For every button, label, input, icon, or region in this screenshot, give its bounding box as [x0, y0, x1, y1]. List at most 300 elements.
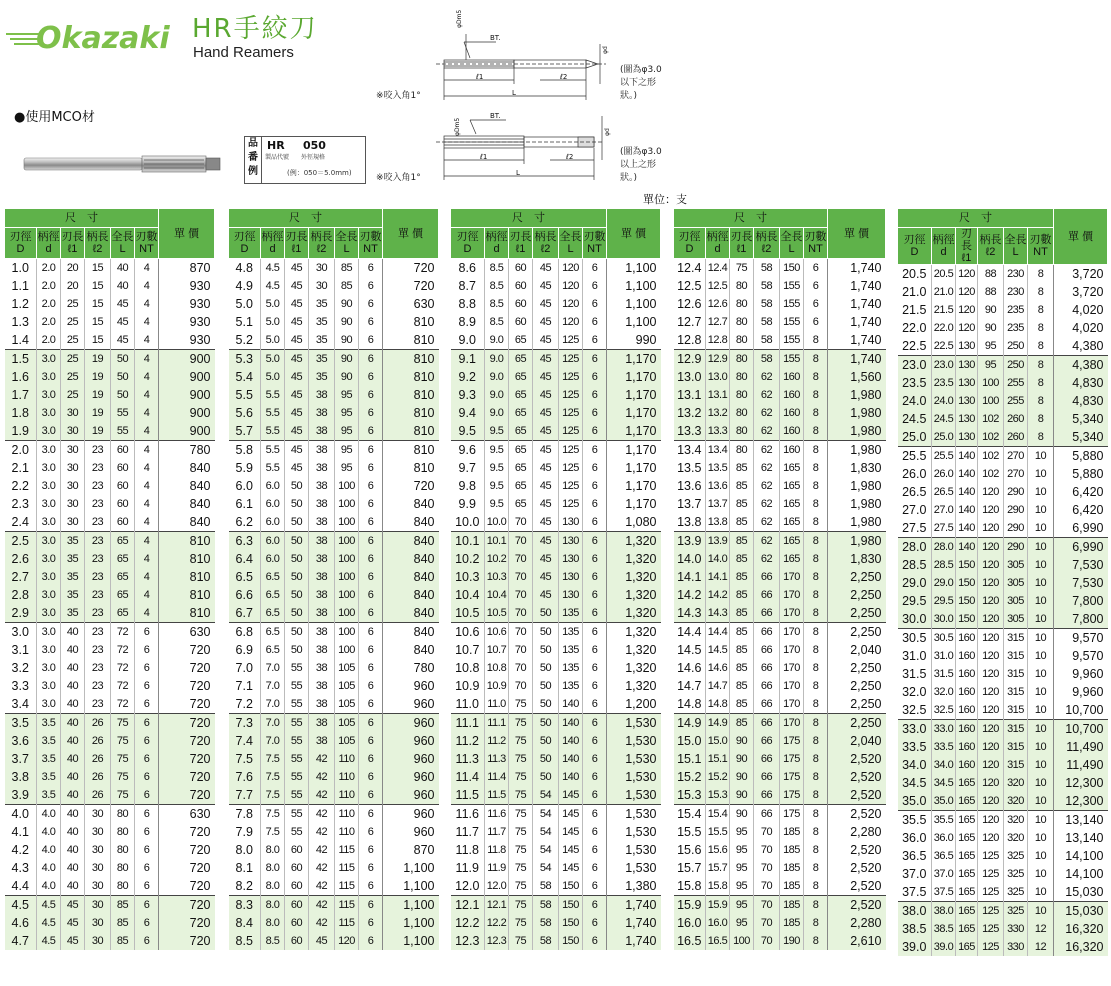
- col-header-D-symbol: D: [463, 243, 472, 255]
- price-cell: 1,100: [607, 259, 661, 278]
- okazaki-logo: [6, 14, 182, 58]
- spec-cell: 58: [533, 896, 559, 915]
- spec-cell: 80: [730, 277, 754, 295]
- spec-cell: 50: [285, 513, 309, 532]
- spec-cell: 12: [1028, 920, 1054, 938]
- spec-cell: 4: [135, 441, 159, 460]
- spec-cell: 66: [754, 677, 780, 695]
- spec-cell: 235: [1004, 301, 1028, 319]
- price-cell: 720: [383, 259, 439, 278]
- table-row: [451, 586, 661, 604]
- spec-cell: 6: [135, 641, 159, 659]
- spec-cell: 13.8: [706, 513, 730, 532]
- spec-cell: 50: [533, 604, 559, 623]
- price-cell: 630: [159, 623, 215, 642]
- price-cell: 7,800: [1054, 592, 1108, 610]
- spec-cell: 8: [804, 368, 828, 386]
- spec-cell: 33.5: [898, 738, 932, 756]
- col-header-l2-label: 柄長: [534, 231, 557, 243]
- spec-cell: 125: [978, 865, 1004, 883]
- spec-cell: 6: [583, 768, 607, 786]
- spec-cell: 115: [335, 914, 359, 932]
- spec-cell: 30.0: [898, 610, 932, 629]
- spec-cell: 45: [285, 459, 309, 477]
- spec-cell: 13.9: [674, 532, 706, 551]
- spec-cell: 8: [1028, 428, 1054, 447]
- price-cell: 1,320: [607, 586, 661, 604]
- col-header-l1-symbol: ℓ1: [291, 243, 302, 255]
- spec-cell: 110: [335, 750, 359, 768]
- price-cell: 810: [383, 313, 439, 331]
- spec-cell: 6: [583, 896, 607, 915]
- spec-cell: 8.5: [229, 932, 261, 950]
- spec-cell: 75: [509, 732, 533, 750]
- spec-cell: 155: [780, 277, 804, 295]
- spec-cell: 19: [85, 404, 111, 422]
- price-cell: 2,280: [828, 914, 886, 932]
- price-cell: 810: [159, 586, 215, 604]
- spec-cell: 30: [85, 823, 111, 841]
- spec-cell: 8: [804, 350, 828, 369]
- price-cell: 720: [159, 823, 215, 841]
- spec-cell: 7.8: [229, 805, 261, 824]
- spec-cell: 14.9: [674, 714, 706, 733]
- spec-cell: 135: [559, 677, 583, 695]
- spec-cell: 160: [956, 738, 978, 756]
- spec-cell: 130: [559, 532, 583, 551]
- l2-label-top: ℓ2: [560, 73, 568, 81]
- spec-cell: 190: [780, 932, 804, 950]
- spec-cell: 37.0: [932, 865, 956, 883]
- spec-cell: 4: [135, 386, 159, 404]
- spec-cell: 25: [61, 386, 85, 404]
- spec-cell: 165: [956, 829, 978, 847]
- table-row: [898, 265, 1108, 284]
- spec-cell: 40: [61, 859, 85, 877]
- spec-cell: 6: [359, 695, 383, 714]
- spec-cell: 11.7: [485, 823, 509, 841]
- spec-cell: 185: [780, 823, 804, 841]
- table-row: [451, 513, 661, 532]
- spec-cell: 155: [780, 313, 804, 331]
- price-cell: 1,980: [828, 513, 886, 532]
- shape-note-top: [620, 64, 662, 103]
- col-header-D-symbol: D: [685, 243, 694, 255]
- spec-cell: 4.0: [37, 823, 61, 841]
- spec-cell: 30: [61, 495, 85, 513]
- spec-cell: 6: [359, 604, 383, 623]
- spec-cell: 30: [85, 841, 111, 859]
- spec-cell: 250: [1004, 337, 1028, 356]
- spec-cell: 125: [559, 477, 583, 495]
- spec-cell: 2.0: [37, 313, 61, 331]
- spec-cell: 11.9: [485, 859, 509, 877]
- price-cell: 1,530: [607, 750, 661, 768]
- spec-cell: 8: [804, 877, 828, 896]
- spec-cell: 35: [61, 586, 85, 604]
- price-cell: 14,100: [1054, 865, 1108, 883]
- spec-cell: 25: [61, 350, 85, 369]
- spec-cell: 72: [111, 677, 135, 695]
- spec-cell: 165: [780, 532, 804, 551]
- spec-cell: 10.9: [485, 677, 509, 695]
- spec-cell: 7.3: [229, 714, 261, 733]
- spec-cell: 5.5: [261, 459, 285, 477]
- spec-cell: 80: [730, 313, 754, 331]
- spec-cell: 10: [1028, 792, 1054, 811]
- price-cell: 1,530: [607, 859, 661, 877]
- table-row: [229, 295, 439, 313]
- table-row: [674, 368, 886, 386]
- price-cell: 960: [383, 732, 439, 750]
- spec-cell: 12: [1028, 938, 1054, 956]
- spec-cell: 6.8: [229, 623, 261, 642]
- price-cell: 1,100: [607, 295, 661, 313]
- price-cell: 1,100: [607, 313, 661, 331]
- l1-label-top: ℓ1: [476, 73, 484, 81]
- spec-cell: 120: [978, 683, 1004, 701]
- spec-cell: 25.5: [932, 447, 956, 466]
- spec-cell: 8: [804, 659, 828, 677]
- price-cell: 9,960: [1054, 665, 1108, 683]
- table-row: [451, 750, 661, 768]
- col-header-l1-label: 刃長: [61, 231, 84, 243]
- spec-cell: 85: [335, 277, 359, 295]
- spec-cell: 66: [754, 695, 780, 714]
- spec-cell: 125: [559, 459, 583, 477]
- spec-cell: 75: [509, 823, 533, 841]
- spec-cell: 90: [335, 331, 359, 350]
- spec-cell: 3.5: [37, 786, 61, 805]
- spec-cell: 45: [285, 295, 309, 313]
- spec-cell: 12.4: [706, 259, 730, 278]
- spec-cell: 45: [309, 932, 335, 950]
- spec-cell: 1.4: [11, 333, 29, 347]
- table-row: [674, 805, 886, 824]
- spec-cell: 120: [978, 574, 1004, 592]
- spec-cell: 6: [359, 877, 383, 896]
- table-row: [451, 623, 661, 642]
- spec-cell: 3.0: [5, 623, 37, 642]
- spec-cell: 13.5: [706, 459, 730, 477]
- spec-cell: 45: [285, 277, 309, 295]
- price-cell: 1,380: [607, 877, 661, 896]
- col-header-l2-symbol: ℓ2: [761, 243, 772, 255]
- spec-cell: 9.0: [485, 331, 509, 350]
- table-row: [5, 732, 215, 750]
- table-row: [898, 774, 1108, 792]
- spec-cell: 14.7: [706, 677, 730, 695]
- spec-cell: 10: [1028, 483, 1054, 501]
- spec-cell: 4: [135, 459, 159, 477]
- price-cell: 960: [383, 714, 439, 733]
- table-row: [674, 495, 886, 513]
- spec-cell: 80: [730, 441, 754, 460]
- table-row: [674, 623, 886, 642]
- spec-cell: 85: [111, 914, 135, 932]
- table-row: [229, 277, 439, 295]
- col-header-NT-label: 刃數: [1029, 234, 1052, 246]
- spec-cell: 5.7: [229, 422, 261, 441]
- price-cell: 1,170: [607, 495, 661, 513]
- spec-cell: 3.5: [37, 750, 61, 768]
- spec-cell: 8.0: [261, 859, 285, 877]
- col-header-d-symbol: d: [493, 243, 500, 255]
- spec-cell: 12.1: [485, 896, 509, 915]
- spec-cell: 36.5: [902, 849, 927, 863]
- spec-cell: 10.3: [451, 568, 485, 586]
- spec-cell: 11.0: [455, 697, 479, 711]
- col-header-l1-symbol: ℓ1: [736, 243, 747, 255]
- spec-cell: 10: [1028, 519, 1054, 538]
- side-char-3: 例: [248, 166, 258, 177]
- spec-cell: 80: [730, 368, 754, 386]
- spec-cell: 75: [509, 877, 533, 896]
- spec-cell: 125: [559, 368, 583, 386]
- spec-cell: 45: [533, 350, 559, 369]
- table-row: [5, 823, 215, 841]
- spec-cell: 19: [85, 368, 111, 386]
- spec-cell: 14.1: [674, 568, 706, 586]
- price-cell: 1,320: [607, 659, 661, 677]
- shape-note-bottom: [620, 146, 662, 185]
- spec-cell: 3.0: [37, 368, 61, 386]
- spec-cell: 6: [359, 768, 383, 786]
- spec-cell: 15.5: [706, 823, 730, 841]
- price-cell: 720: [159, 750, 215, 768]
- dm-label-bottom: φDm5: [454, 117, 461, 136]
- spec-cell: 120: [978, 829, 1004, 847]
- table-row: [451, 677, 661, 695]
- table-row: [229, 859, 439, 877]
- spec-cell: 6: [135, 859, 159, 877]
- spec-cell: 35: [61, 550, 85, 568]
- spec-cell: 100: [978, 374, 1004, 392]
- price-cell: 1,980: [828, 422, 886, 441]
- spec-cell: 15.8: [677, 879, 702, 893]
- spec-cell: 165: [780, 513, 804, 532]
- spec-cell: 50: [533, 677, 559, 695]
- price-cell: 810: [383, 404, 439, 422]
- table-row: [898, 829, 1108, 847]
- spec-cell: 8: [804, 495, 828, 513]
- spec-cell: 105: [335, 659, 359, 677]
- spec-cell: 6: [359, 259, 383, 278]
- table-row: [898, 738, 1108, 756]
- spec-cell: 37.5: [902, 885, 927, 899]
- spec-cell: 120: [559, 313, 583, 331]
- spec-cell: 130: [956, 392, 978, 410]
- spec-cell: 6: [583, 277, 607, 295]
- spec-cell: 8: [804, 896, 828, 915]
- spec-cell: 165: [956, 883, 978, 902]
- col-header-d-label: 柄徑: [485, 231, 508, 243]
- spec-cell: 6: [583, 404, 607, 422]
- spec-cell: 30: [61, 404, 85, 422]
- spec-cell: 7.0: [261, 695, 285, 714]
- price-cell: 1,530: [607, 768, 661, 786]
- price-cell: 720: [159, 641, 215, 659]
- spec-cell: 3.5: [37, 714, 61, 733]
- col-header-d-symbol: d: [714, 243, 721, 255]
- price-cell: 720: [159, 786, 215, 805]
- price-cell: 12,300: [1054, 792, 1108, 811]
- spec-cell: 140: [559, 695, 583, 714]
- table-row: [229, 495, 439, 513]
- price-cell: 1,320: [607, 550, 661, 568]
- spec-cell: 6: [583, 422, 607, 441]
- table-row: [898, 501, 1108, 519]
- price-cell: 1,100: [383, 877, 439, 896]
- price-cell: 630: [159, 805, 215, 824]
- price-cell: 960: [383, 805, 439, 824]
- table-row: [898, 647, 1108, 665]
- spec-cell: 38: [309, 732, 335, 750]
- price-cell: 1,320: [607, 532, 661, 551]
- spec-cell: 14.9: [706, 714, 730, 733]
- spec-cell: 23: [85, 441, 111, 460]
- spec-cell: 40: [61, 695, 85, 714]
- spec-cell: 40: [61, 805, 85, 824]
- spec-cell: 22.0: [902, 321, 927, 335]
- spec-cell: 60: [285, 914, 309, 932]
- spec-cell: 290: [1004, 519, 1028, 538]
- spec-cell: 60: [285, 859, 309, 877]
- table-row: [898, 902, 1108, 921]
- spec-cell: 95: [335, 386, 359, 404]
- spec-cell: 34.5: [932, 774, 956, 792]
- spec-cell: 1.8: [5, 404, 37, 422]
- table-row: [229, 313, 439, 331]
- spec-cell: 12.5: [706, 277, 730, 295]
- spec-cell: 55: [285, 659, 309, 677]
- table-row: [674, 659, 886, 677]
- spec-cell: 6.0: [261, 495, 285, 513]
- spec-cell: 21.5: [902, 303, 927, 317]
- spec-cell: 70: [754, 932, 780, 950]
- spec-cell: 3.5: [37, 732, 61, 750]
- spec-cell: 75: [509, 714, 533, 733]
- spec-cell: 25: [61, 313, 85, 331]
- spec-cell: 8: [804, 386, 828, 404]
- spec-cell: 6.0: [261, 477, 285, 495]
- spec-cell: 55: [285, 805, 309, 824]
- spec-cell: 8: [804, 732, 828, 750]
- table-row: [674, 896, 886, 915]
- spec-cell: 4.5: [37, 914, 61, 932]
- col-header-NT: [135, 228, 159, 259]
- spec-cell: 10.1: [485, 532, 509, 551]
- spec-cell: 4.0: [5, 805, 37, 824]
- price-cell: 1,980: [828, 477, 886, 495]
- spec-cell: 325: [1004, 865, 1028, 883]
- table-row: [229, 641, 439, 659]
- price-cell: 4,380: [1054, 337, 1108, 356]
- table-row: [451, 805, 661, 824]
- spec-cell: 120: [978, 501, 1004, 519]
- spec-cell: 6: [135, 677, 159, 695]
- spec-cell: 145: [559, 805, 583, 824]
- spec-cell: 40: [111, 259, 135, 278]
- spec-cell: 30: [61, 459, 85, 477]
- table-row: [5, 350, 215, 369]
- price-cell: 4,020: [1054, 301, 1108, 319]
- spec-cell: 2.9: [5, 604, 37, 623]
- col-header-d-label: 柄徑: [37, 231, 60, 243]
- spec-cell: 3.5: [5, 714, 37, 733]
- price-cell: 720: [383, 477, 439, 495]
- spec-cell: 33.0: [898, 720, 932, 739]
- col-header-l2-label: 柄長: [979, 234, 1002, 246]
- spec-cell: 1.6: [5, 368, 37, 386]
- spec-cell: 7.4: [229, 732, 261, 750]
- spec-cell: 10: [1028, 701, 1054, 720]
- spec-cell: 38: [309, 659, 335, 677]
- col-header-L: [780, 228, 804, 259]
- spec-cell: 80: [111, 877, 135, 896]
- spec-cell: 75: [111, 750, 135, 768]
- price-cell: 810: [383, 386, 439, 404]
- spec-cell: 60: [509, 277, 533, 295]
- spec-cell: 125: [559, 386, 583, 404]
- spec-cell: 6: [583, 550, 607, 568]
- table-row: [674, 277, 886, 295]
- spec-cell: 85: [730, 495, 754, 513]
- table-row: [451, 331, 661, 350]
- spec-cell: 4.0: [37, 841, 61, 859]
- spec-cell: 305: [1004, 592, 1028, 610]
- spec-cell: 15.8: [706, 877, 730, 896]
- price-cell: 4,020: [1054, 319, 1108, 337]
- spec-cell: 6: [804, 313, 828, 331]
- spec-cell: 35.5: [898, 811, 932, 830]
- spec-cell: 50: [111, 386, 135, 404]
- col-header-D: [674, 228, 706, 259]
- spec-cell: 28.0: [932, 538, 956, 557]
- spec-cell: 75: [509, 786, 533, 805]
- spec-cell: 5.5: [229, 386, 261, 404]
- spec-cell: 66: [754, 768, 780, 786]
- spec-cell: 4.7: [5, 932, 37, 950]
- spec-cell: 13.4: [706, 441, 730, 460]
- table-row: [5, 841, 215, 859]
- spec-cell: 95: [335, 404, 359, 422]
- spec-cell: 7.0: [261, 732, 285, 750]
- spec-cell: 120: [978, 610, 1004, 629]
- table-row: [674, 750, 886, 768]
- table-row: [451, 859, 661, 877]
- spec-cell: 1.2: [11, 297, 29, 311]
- spec-cell: 90: [335, 350, 359, 369]
- spec-cell: 62: [754, 386, 780, 404]
- table-row: [674, 386, 886, 404]
- price-cell: 1,320: [607, 568, 661, 586]
- col-header-L-label: 全長: [1004, 234, 1027, 246]
- spec-cell: 8: [804, 714, 828, 733]
- table-row: [451, 604, 661, 623]
- spec-cell: 7.5: [261, 823, 285, 841]
- spec-cell: 8: [804, 532, 828, 551]
- spec-cell: 5.6: [229, 404, 261, 422]
- spec-cell: 38: [309, 550, 335, 568]
- spec-cell: 40: [61, 659, 85, 677]
- spec-cell: 11.9: [455, 861, 479, 875]
- spec-cell: 5.5: [261, 441, 285, 460]
- spec-cell: 3.0: [37, 532, 61, 551]
- spec-cell: 165: [956, 920, 978, 938]
- spec-cell: 85: [730, 550, 754, 568]
- table-row: [5, 550, 215, 568]
